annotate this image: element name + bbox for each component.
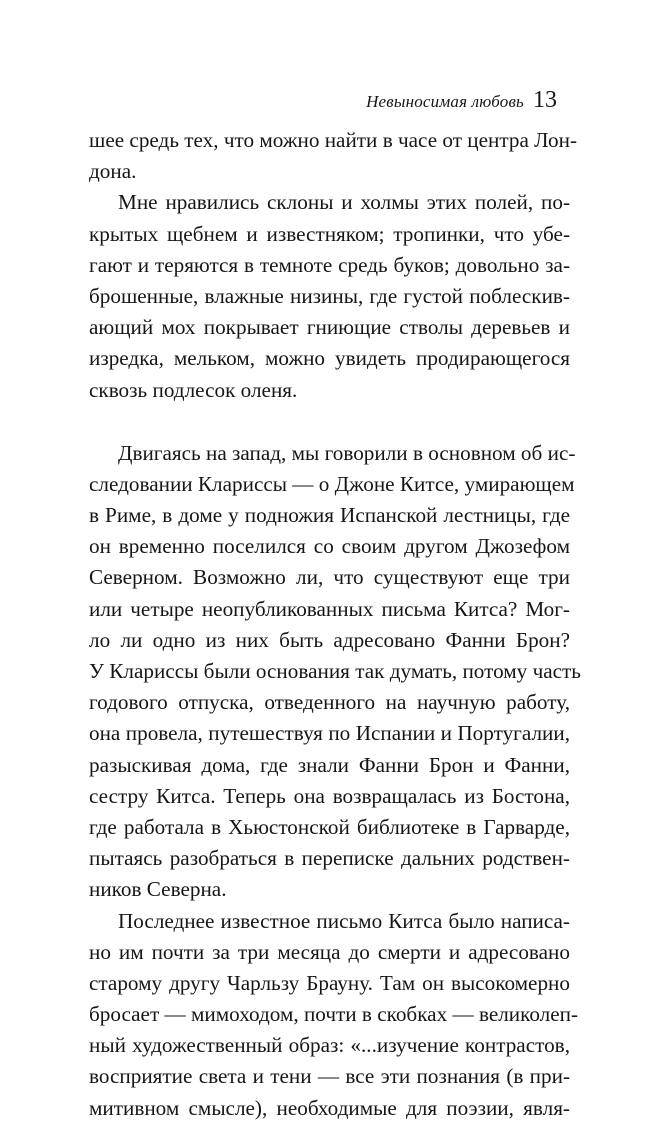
text-line: в Риме, в доме у подножия Испанской лестницы, где — [89, 503, 570, 528]
text-line: разыскивая дома, где знали Фанни Брон и Фанни, — [89, 752, 570, 777]
text-line: Мне нравились склоны и холмы этих полей, по- — [118, 190, 570, 215]
text-line: гают и теряются в темноте средь буков; довольно за- — [89, 252, 570, 277]
paragraph-continued — [89, 125, 578, 187]
paragraph — [89, 906, 579, 1124]
body-text — [89, 125, 581, 1124]
text-line: дона. — [89, 159, 137, 184]
text-line: он временно поселился со своим другом Джозефом — [89, 534, 570, 559]
text-line: шее средь тех, что можно найти в часе от центра Лон- — [89, 128, 578, 152]
text-line: ло ли одно из них быть адресовано Фанни Брон? — [89, 627, 570, 652]
text-line: восприятие света и тени — все эти познания (в при- — [89, 1064, 570, 1089]
text-line: но им почти за три месяца до смерти и адресовано — [89, 939, 570, 964]
text-line: ный художественный образ: «...изучение контрастов, — [89, 1033, 570, 1058]
text-line: годового отпуска, отведенного на научную работу, — [89, 690, 570, 715]
text-line: старому другу Чарльзу Брауну. Там он высокомерно — [89, 970, 570, 995]
text-line: сквозь подлесок оленя. — [89, 377, 298, 402]
text-line: Последнее известное письмо Китса было написа- — [118, 908, 570, 933]
page-number: 13 — [533, 87, 557, 113]
text-line: или четыре неопубликованных письма Китса? Мог- — [89, 596, 570, 621]
text-line: она провела, путешествуя по Испании и Португалии, — [89, 721, 570, 746]
text-line: бросает — мимоходом, почти в скобках — великолеп- — [89, 1002, 579, 1027]
text-line: брошенные, влажные низины, где густой поблескив- — [89, 283, 570, 308]
text-line: ников Северна. — [89, 877, 227, 902]
text-line: У Клариссы были основания так думать, потому часть — [89, 659, 581, 683]
text-line: крытых щебнем и известняком; тропинки, что убе- — [89, 221, 570, 246]
section-break — [89, 406, 570, 438]
text-line: пытаясь разобраться в переписке дальних родствен- — [89, 846, 570, 871]
text-line: изредка, мельком, можно увидеть продирающегося — [89, 346, 570, 371]
running-header — [366, 88, 557, 112]
paragraph — [89, 187, 570, 405]
paragraph — [89, 438, 581, 906]
text-line: ающий мох покрывает гниющие стволы деревьев и — [89, 315, 570, 340]
text-line: Двигаясь на запад, мы говорили в основном об ис- — [118, 440, 576, 465]
text-line: следовании Клариссы — о Джоне Китсе, умирающем — [89, 471, 575, 496]
text-line: митивном смысле), необходимые для поэзии, явля- — [89, 1095, 570, 1120]
text-line: сестру Китса. Теперь она возвращалась из Бостона, — [89, 783, 570, 808]
text-line: где работала в Хьюстонской библиотеке в Гарварде, — [89, 814, 570, 839]
text-line: Северном. Возможно ли, что существуют еще три — [89, 565, 570, 590]
running-title: Невыносимая любовь — [366, 92, 524, 111]
